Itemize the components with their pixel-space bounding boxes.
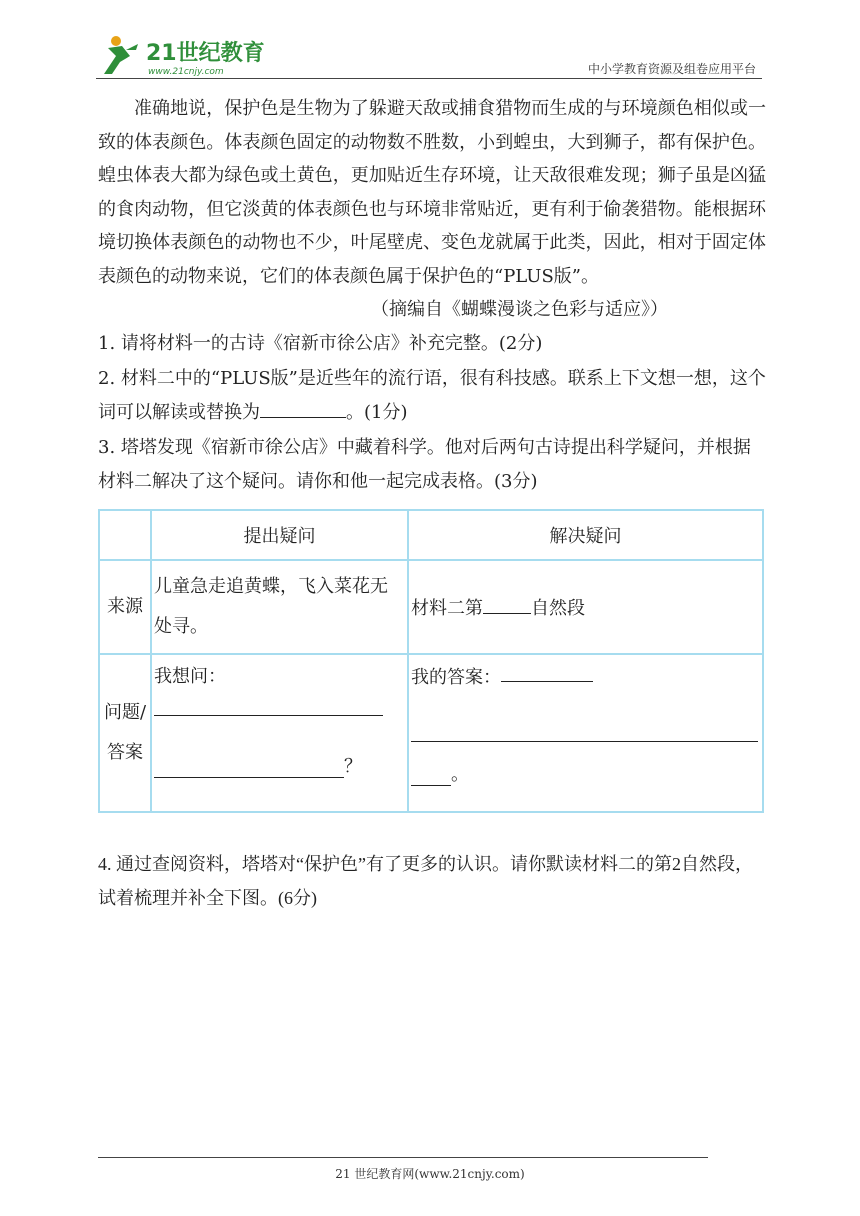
footer-divider <box>98 1157 708 1158</box>
ask-prompt: 我想问： <box>154 665 226 687</box>
solve-end-mark: 。 <box>451 764 469 786</box>
source-solve-prefix: 材料二第 <box>411 597 483 619</box>
cell-source-ask <box>151 560 408 654</box>
question-4: 4. 通过查阅资料，塔塔对“保护色”有了更多的认识。请你默读材料二的第2自然段，试着梳理并补全下图。(6分) <box>98 853 753 908</box>
table-header-ask: 提出疑问 <box>151 510 408 560</box>
table-row-source <box>99 560 763 654</box>
passage-source: （摘编自《蝴蝶漫谈之色彩与适应》） <box>371 299 668 320</box>
row-label-source: 来源 <box>99 560 151 654</box>
answer-line-ask-2[interactable] <box>154 758 344 778</box>
table-header-solve: 解决疑问 <box>408 510 763 560</box>
table-header-row <box>99 510 763 560</box>
table-corner-cell <box>99 510 151 560</box>
page-footer: 21 世纪教育网(www.21cnjy.com) <box>335 1167 525 1181</box>
question-3: 3. 塔塔发现《宿新市徐公店》中藏着科学。他对后两句古诗提出科学疑问，并根据材料二解决了这个疑问。请你和他一起完成表格。(3分) <box>98 436 751 492</box>
svg-text:21世纪教育: 21世纪教育 <box>146 41 265 66</box>
page-header <box>0 0 860 82</box>
answer-blank-solve-1[interactable] <box>501 663 593 683</box>
question-2 <box>98 362 766 431</box>
answer-line-ask-1[interactable] <box>154 715 383 716</box>
main-content <box>98 92 766 915</box>
answer-blank-q2[interactable] <box>260 398 346 418</box>
ask-end-mark: ？ <box>344 755 362 777</box>
answer-line-solve-3[interactable] <box>411 767 451 787</box>
answer-blank-paragraph[interactable] <box>483 594 531 614</box>
source-solve-suffix: 自然段 <box>531 597 585 619</box>
row-label-qa: 问题/答案 <box>99 654 151 812</box>
question-2-points: 。(1分) <box>346 402 408 423</box>
svg-text:www.21cnjy.com: www.21cnjy.com <box>148 67 224 77</box>
question-3-table <box>98 509 764 813</box>
solve-prompt: 我的答案： <box>411 666 501 688</box>
question-1: 1. 请将材料一的古诗《宿新市徐公店》补充完整。(2分) <box>98 333 543 354</box>
logo-21cnjy <box>96 34 266 78</box>
question-2-text: 2. 材料二中的“PLUS版”是近些年的流行语，很有科技感。联系上下文想一想，这个词可以解读或替换为 <box>98 367 766 423</box>
cell-qa-solve <box>408 654 763 812</box>
header-platform-text: 中小学教育资源及组卷应用平台 <box>587 62 756 76</box>
passage-paragraph: 准确地说，保护色是生物为了躲避天敌或捕食猎物而生成的与环境颜色相似或一致的体表颜色。体表颜色固定的动物数不胜数，小到蝗虫，大到狮子，都有保护色。蝗虫体表大都为绿色或土黄色，更加贴近生存环境，让天敌很难发现；狮子虽是凶猛的食肉动物，但它淡黄的体表颜色也与环境非常贴近，更有利于偷袭猎物。能根据环境切换体表颜色的动物也不少，叶尾壁虎、变色龙就属于此类，因此，相对于固定体表颜色的动物来说，它们的体表颜色属于保护色的“PLUS版”。 <box>98 98 766 287</box>
poem-lines: 儿童急走追黄蝶，飞入菜花无处寻。 <box>154 575 388 637</box>
header-divider <box>96 78 762 79</box>
table-row-qa <box>99 654 763 812</box>
answer-line-solve-2[interactable] <box>411 741 758 742</box>
cell-qa-ask <box>151 654 408 812</box>
cell-source-solve <box>408 560 763 654</box>
